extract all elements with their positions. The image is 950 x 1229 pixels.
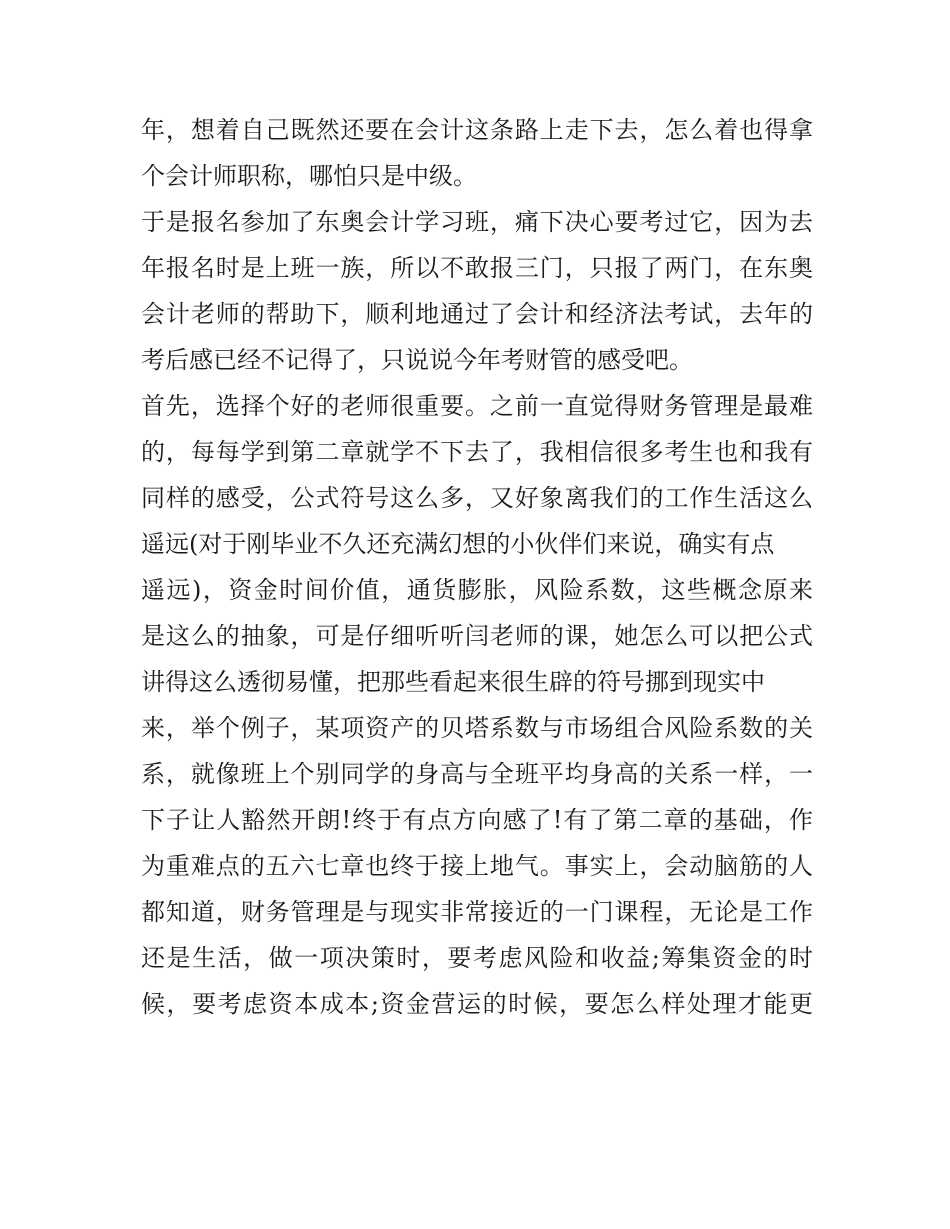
text-line-15: 系，就像班上个别同学的身高与全班平均身高的关系一样，一 (141, 760, 813, 788)
text-line-5: 会计老师的帮助下，顺利地通过了会计和经济法考试，去年的 (141, 300, 813, 328)
text-line-8: 的，每每学到第二章就学不下去了，我相信很多考生也和我有 (141, 438, 813, 466)
text-line-3: 于是报名参加了东奥会计学习班，痛下决心要考过它，因为去 (141, 208, 813, 236)
text-line-18: 都知道，财务管理是与现实非常接近的一门课程，无论是工作 (141, 898, 813, 926)
body-text (141, 107, 813, 1027)
text-line-14: 来，举个例子，某项资产的贝塔系数与市场组合风险系数的关 (141, 714, 813, 742)
text-line-13: 讲得这么透彻易懂，把那些看起来很生辟的符号挪到现实中 (141, 668, 765, 696)
text-line-6: 考后感已经不记得了，只说说今年考财管的感受吧。 (141, 346, 693, 374)
text-line-1: 年，想着自己既然还要在会计这条路上走下去，怎么着也得拿 (141, 116, 813, 144)
text-line-10: 遥远(对于刚毕业不久还充满幻想的小伙伴们来说，确实有点 (141, 530, 775, 558)
text-line-20: 候，要考虑资本成本;资金营运的时候，要怎么样处理才能更 (141, 990, 813, 1018)
text-line-4: 年报名时是上班一族，所以不敢报三门，只报了两门，在东奥 (141, 254, 813, 282)
text-line-11: 遥远)，资金时间价值，通货膨胀，风险系数，这些概念原来 (141, 576, 813, 604)
text-line-19: 还是生活，做一项决策时，要考虑风险和收益;筹集资金的时 (141, 944, 813, 972)
text-line-2: 个会计师职称，哪怕只是中级。 (141, 162, 477, 190)
text-line-12: 是这么的抽象，可是仔细听听闫老师的课，她怎么可以把公式 (141, 622, 813, 650)
text-line-17: 为重难点的五六七章也终于接上地气。事实上，会动脑筋的人 (141, 852, 813, 880)
text-line-9: 同样的感受，公式符号这么多，又好象离我们的工作生活这么 (141, 484, 813, 512)
text-line-7: 首先，选择个好的老师很重要。之前一直觉得财务管理是最难 (141, 392, 813, 420)
text-line-16: 下子让人豁然开朗!终于有点方向感了!有了第二章的基础，作 (141, 806, 813, 834)
